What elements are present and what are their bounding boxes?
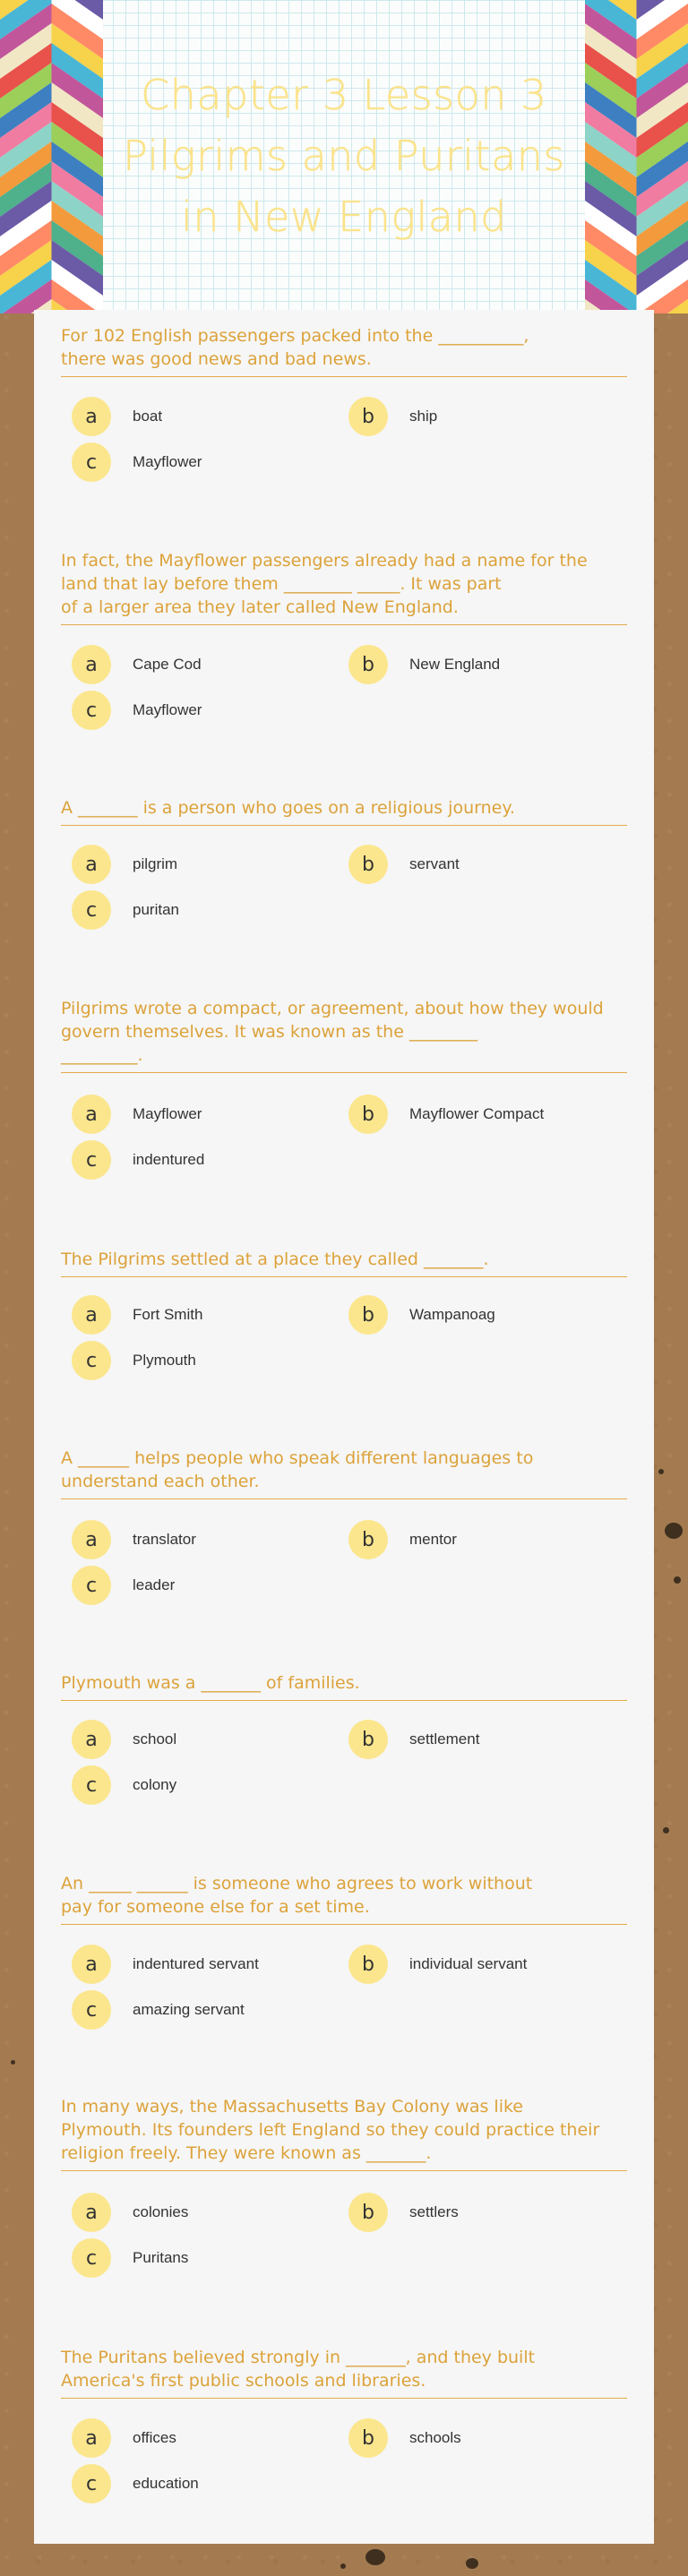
option-a[interactable] — [72, 845, 177, 884]
ink-splatter — [366, 2549, 385, 2565]
option-b[interactable] — [348, 1520, 457, 1559]
option-label: schools — [409, 2429, 461, 2446]
page-title — [99, 64, 589, 247]
option-label: Mayflower — [133, 453, 202, 470]
question-8 — [61, 1872, 627, 1925]
option-letter-badge: b — [348, 1720, 388, 1759]
option-a[interactable] — [72, 397, 162, 436]
option-a[interactable] — [72, 2193, 188, 2232]
chevron-pattern-left — [0, 0, 103, 313]
question-text: The Pilgrims settled at a place they called _______. — [61, 1249, 489, 1269]
ink-splatter — [658, 1469, 664, 1474]
option-b[interactable] — [348, 645, 500, 684]
option-label: New England — [409, 656, 501, 673]
divider — [61, 2398, 627, 2399]
option-b[interactable] — [348, 1945, 527, 1984]
question-text: Plymouth was a _______ of families. — [61, 1673, 360, 1693]
option-letter-badge: c — [72, 890, 111, 930]
option-letter-badge: a — [72, 645, 111, 684]
divider — [61, 1700, 627, 1701]
option-label: colony — [133, 1776, 177, 1793]
option-letter-badge: a — [72, 1520, 111, 1559]
question-text: In many ways, the Massachusetts Bay Colony was like Plymouth. Its founders left England so they could practice their religion freely. They were known as _______. — [61, 2097, 600, 2163]
question-6 — [61, 1447, 627, 1499]
option-letter-badge: c — [72, 1140, 111, 1180]
option-c[interactable] — [72, 1140, 204, 1180]
option-letter-badge: a — [72, 397, 111, 436]
option-letter-badge: c — [72, 1341, 111, 1380]
option-label: individual servant — [409, 1955, 528, 1972]
option-label: ship — [409, 408, 438, 425]
option-c[interactable] — [72, 2238, 188, 2278]
option-letter-badge: b — [348, 1520, 388, 1559]
option-letter-badge: a — [72, 1720, 111, 1759]
divider — [61, 1276, 627, 1277]
question-9 — [61, 2095, 627, 2171]
option-letter-badge: b — [348, 1295, 388, 1335]
option-letter-badge: a — [72, 2193, 111, 2232]
option-c[interactable] — [72, 890, 179, 930]
question-5 — [61, 1248, 627, 1277]
option-letter-badge: b — [348, 645, 388, 684]
option-c[interactable] — [72, 2464, 199, 2503]
option-label: settlers — [409, 2203, 459, 2220]
option-label: Mayflower — [133, 701, 202, 718]
question-text: Pilgrims wrote a compact, or agreement, about how they would govern themselves. It was known as the ________ _________. — [61, 999, 604, 1065]
question-text: A ______ helps people who speak different languages to understand each other. — [61, 1448, 534, 1491]
option-c[interactable] — [72, 1341, 196, 1380]
option-label: settlement — [409, 1730, 480, 1747]
option-c[interactable] — [72, 1765, 176, 1805]
divider — [61, 1924, 627, 1925]
title-line: in New England — [181, 193, 507, 241]
option-c[interactable] — [72, 1566, 175, 1605]
option-b[interactable] — [348, 2193, 459, 2232]
option-b[interactable] — [348, 1095, 544, 1134]
question-1 — [61, 324, 627, 377]
option-letter-badge: a — [72, 845, 111, 884]
ink-splatter — [674, 1576, 681, 1584]
option-label: Cape Cod — [133, 656, 202, 673]
option-letter-badge: c — [72, 691, 111, 730]
option-letter-badge: b — [348, 1095, 388, 1134]
option-label: Mayflower Compact — [409, 1105, 545, 1122]
divider — [61, 825, 627, 826]
question-text: The Puritans believed strongly in _______, and they built America's first public schools and libraries. — [61, 2348, 536, 2391]
option-label: colonies — [133, 2203, 189, 2220]
option-label: Fort Smith — [133, 1306, 203, 1323]
divider — [61, 624, 627, 625]
option-label: indentured — [133, 1151, 205, 1168]
option-label: mentor — [409, 1531, 457, 1548]
option-letter-badge: b — [348, 845, 388, 884]
option-a[interactable] — [72, 1945, 259, 1984]
option-label: pilgrim — [133, 855, 178, 872]
option-letter-badge: a — [72, 1095, 111, 1134]
divider — [61, 1072, 627, 1073]
option-c[interactable] — [72, 691, 202, 730]
option-letter-badge: c — [72, 1765, 111, 1805]
ink-splatter — [663, 1827, 669, 1833]
chevron-pattern-right — [585, 0, 688, 313]
question-10 — [61, 2346, 627, 2399]
option-label: offices — [133, 2429, 176, 2446]
question-3 — [61, 796, 627, 826]
option-label: boat — [133, 408, 163, 425]
ink-splatter — [466, 2558, 478, 2569]
option-label: puritan — [133, 901, 179, 918]
option-b[interactable] — [348, 397, 437, 436]
option-label: Plymouth — [133, 1352, 196, 1369]
option-label: leader — [133, 1576, 176, 1593]
option-letter-badge: a — [72, 1295, 111, 1335]
option-letter-badge: c — [72, 442, 111, 482]
option-c[interactable] — [72, 1990, 245, 2030]
title-line: Chapter 3 Lesson 3 — [141, 71, 547, 119]
ink-splatter — [665, 1523, 683, 1539]
question-2 — [61, 549, 627, 625]
option-letter-badge: a — [72, 2418, 111, 2458]
option-b[interactable] — [348, 2418, 461, 2458]
divider — [61, 2170, 627, 2171]
option-a[interactable] — [72, 1095, 202, 1134]
question-text: For 102 English passengers packed into the __________, there was good news and bad news. — [61, 326, 529, 369]
option-letter-badge: c — [72, 2238, 111, 2278]
title-line: Pilgrims and Puritans — [123, 132, 565, 180]
option-b[interactable] — [348, 845, 460, 884]
option-letter-badge: c — [72, 1990, 111, 2030]
option-letter-badge: c — [72, 1566, 111, 1605]
option-a[interactable] — [72, 2418, 176, 2458]
option-b[interactable] — [348, 1295, 495, 1335]
option-letter-badge: b — [348, 397, 388, 436]
question-text: An _____ ______ is someone who agrees to work without pay for someone else for a set time. — [61, 1874, 533, 1917]
question-4 — [61, 997, 627, 1073]
option-letter-badge: b — [348, 2193, 388, 2232]
option-c[interactable] — [72, 442, 202, 482]
option-label: education — [133, 2475, 199, 2492]
option-label: Mayflower — [133, 1105, 202, 1122]
option-a[interactable] — [72, 1520, 196, 1559]
option-letter-badge: a — [72, 1945, 111, 1984]
option-a[interactable] — [72, 1720, 176, 1759]
option-letter-badge: b — [348, 2418, 388, 2458]
option-a[interactable] — [72, 1295, 202, 1335]
option-b[interactable] — [348, 1720, 479, 1759]
option-label: Puritans — [133, 2249, 189, 2266]
ink-splatter — [11, 2060, 15, 2065]
divider — [61, 1498, 627, 1499]
option-label: indentured servant — [133, 1955, 259, 1972]
option-label: school — [133, 1730, 177, 1747]
option-letter-badge: c — [72, 2464, 111, 2503]
option-label: servant — [409, 855, 460, 872]
divider — [61, 376, 627, 377]
question-text: A _______ is a person who goes on a religious journey. — [61, 798, 515, 818]
header-banner — [0, 0, 688, 313]
option-letter-badge: b — [348, 1945, 388, 1984]
option-label: amazing servant — [133, 2001, 245, 2018]
option-label: Wampanoag — [409, 1306, 495, 1323]
option-a[interactable] — [72, 645, 202, 684]
question-7 — [61, 1671, 627, 1701]
option-label: translator — [133, 1531, 196, 1548]
ink-splatter — [340, 2563, 346, 2569]
question-text: In fact, the Mayflower passengers already had a name for the land that lay before them ________ _____. It was part of a larger area they later called New England. — [61, 551, 588, 617]
